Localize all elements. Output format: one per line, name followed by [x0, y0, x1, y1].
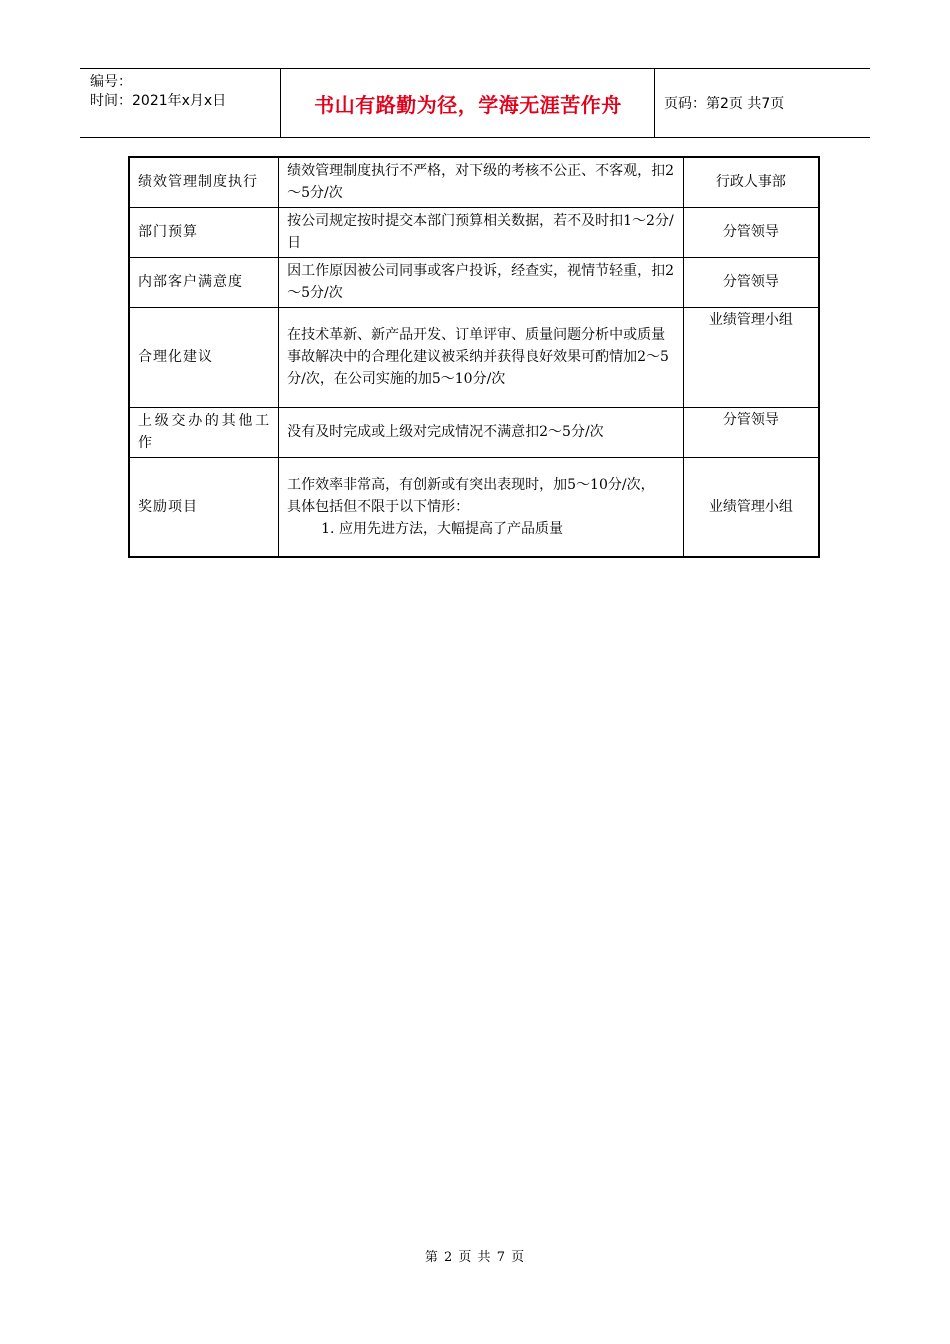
- description-cell: 绩效管理制度执行不严格，对下级的考核不公正、不客观，扣2～5分/次: [279, 157, 684, 207]
- description-cell: 在技术革新、新产品开发、订单评审、质量问题分析中或质量事故解决中的合理化建议被采纳并获得良好效果可酌情加2～5分/次，在公司实施的加5～10分/次: [279, 307, 684, 407]
- description-line: 具体包括但不限于以下情形：: [287, 498, 470, 515]
- description-line: 工作效率非常高，有创新或有突出表现时，加5～10分/次，: [287, 476, 655, 493]
- responsible-dept-cell: 业绩管理小组: [683, 307, 819, 407]
- page-footer: 第 2 页 共 7 页: [424, 1250, 526, 1265]
- header-meta: [90, 73, 280, 111]
- responsible-dept-cell: 分管领导: [683, 207, 819, 257]
- responsible-dept-cell: 分管领导: [683, 257, 819, 307]
- responsible-dept-cell: 分管领导: [683, 407, 819, 457]
- description-cell: 没有及时完成或上级对完成情况不满意扣2～5分/次: [279, 407, 684, 457]
- item-cell: 内部客户满意度: [129, 257, 279, 307]
- description-list-item: 1. 应用先进方法，大幅提高了产品质量: [321, 520, 563, 537]
- header-divider: [280, 69, 281, 137]
- page-header: [80, 68, 870, 138]
- description-cell: [279, 457, 684, 557]
- item-cell: 绩效管理制度执行: [129, 157, 279, 207]
- assessment-table: [128, 156, 820, 558]
- header-page-number: 页码：第2页 共7页: [664, 96, 785, 112]
- responsible-dept-cell: 业绩管理小组: [683, 457, 819, 557]
- table-row: [129, 457, 819, 557]
- responsible-dept-cell: 行政人事部: [683, 157, 819, 207]
- description-cell: 因工作原因被公司同事或客户投诉，经查实，视情节轻重，扣2～5分/次: [279, 257, 684, 307]
- item-cell: 上级交办的其他工作: [129, 407, 279, 457]
- table-row: [129, 257, 819, 307]
- table-row: [129, 157, 819, 207]
- document-date: 时间：2021年x月x日: [90, 93, 227, 109]
- item-cell: 部门预算: [129, 207, 279, 257]
- item-cell: 奖励项目: [129, 457, 279, 557]
- document-number: 编号：: [90, 74, 132, 90]
- header-motto: 书山有路勤为径，学海无涯苦作舟: [314, 92, 622, 117]
- table-row: [129, 407, 819, 457]
- header-divider: [654, 69, 655, 137]
- table-row: [129, 207, 819, 257]
- description-cell: 按公司规定按时提交本部门预算相关数据，若不及时扣1～2分/日: [279, 207, 684, 257]
- table-row: [129, 307, 819, 407]
- item-cell: 合理化建议: [129, 307, 279, 407]
